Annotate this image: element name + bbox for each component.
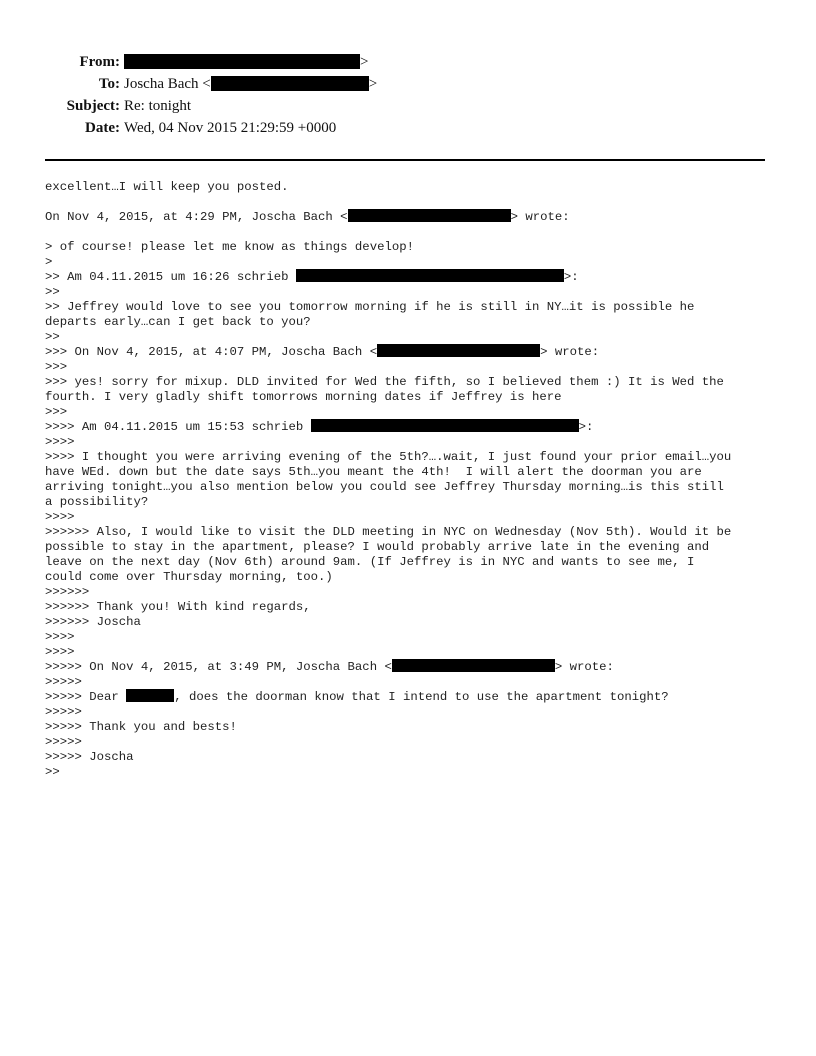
body-line: >>>>> [45, 705, 82, 719]
body-line-reply-header [45, 210, 775, 225]
from-value [124, 51, 368, 73]
body-line: have WEd. down but the date says 5th…you meant the 4th! I will alert the doorman you are [45, 465, 702, 479]
subject-label: Subject: [66, 98, 120, 114]
body-line: >> [45, 765, 60, 779]
to-row [0, 73, 816, 95]
quote-header-text: >>> On Nov 4, 2015, at 4:07 PM, Joscha Bach < [45, 345, 378, 359]
redacted-email [392, 659, 555, 672]
from-row [0, 51, 816, 73]
body-line: >>>>>> [45, 585, 90, 599]
redacted-to-address [211, 76, 369, 91]
body-line: possible to stay in the apartment, please? I would probably arrive late in the evening and [45, 540, 710, 554]
redacted-email [377, 344, 540, 357]
body-line: >>>>> Thank you and bests! [45, 720, 237, 734]
body-line: excellent…I will keep you posted. [45, 180, 289, 194]
to-value [124, 73, 377, 95]
reply-header-text: On Nov 4, 2015, at 4:29 PM, Joscha Bach < [45, 210, 348, 224]
body-line: >>>> [45, 435, 75, 449]
redacted-email [348, 209, 511, 222]
body-line: >>> [45, 405, 68, 419]
body-line: >>>> [45, 645, 75, 659]
date-value: Wed, 04 Nov 2015 21:29:59 +0000 [124, 120, 337, 136]
subject-row [0, 95, 816, 117]
date-row [0, 117, 816, 139]
body-line: > of course! please let me know as things develop! [45, 240, 414, 254]
quote-header-text: >> Am 04.11.2015 um 16:26 schrieb [45, 270, 296, 284]
email-body [45, 180, 775, 780]
to-suffix: > [368, 76, 378, 92]
body-line-greeting [45, 690, 775, 705]
body-line [45, 225, 775, 240]
body-line [45, 195, 775, 210]
date-label: Date: [85, 120, 120, 136]
redacted-name [126, 689, 174, 702]
redacted-sender [296, 269, 564, 282]
body-line: >>>> [45, 630, 75, 644]
quote-header-suffix: > wrote: [540, 345, 600, 359]
to-label: To: [98, 76, 120, 92]
body-line: >> [45, 330, 60, 344]
body-line: >>>>>> Also, I would like to visit the DLD meeting in NYC on Wednesday (Nov 5th). Would it be [45, 525, 732, 539]
quote-header-text: >>>> Am 04.11.2015 um 15:53 schrieb [45, 420, 311, 434]
body-line: > [45, 255, 53, 269]
quote-header-text: >>>>> On Nov 4, 2015, at 3:49 PM, Joscha Bach < [45, 660, 392, 674]
body-line: fourth. I very gladly shift tomorrows morning dates if Jeffrey is here [45, 390, 562, 404]
body-line: >>>>> [45, 735, 82, 749]
to-name: Joscha Bach < [124, 76, 211, 92]
body-line: >>>>>> Joscha [45, 615, 141, 629]
from-suffix: > [360, 54, 369, 70]
body-line: >>>>> Joscha [45, 750, 134, 764]
redacted-sender [311, 419, 579, 432]
from-label: From: [79, 54, 120, 70]
body-line: arriving tonight…you also mention below you could see Jeffrey Thursday morning…is this still [45, 480, 724, 494]
subject-value: Re: tonight [124, 98, 192, 114]
quote-header-suffix: > wrote: [554, 660, 614, 674]
body-line-quote-header [45, 270, 775, 285]
body-line: >>> yes! sorry for mixup. DLD invited for Wed the fifth, so I believed them :) It is Wed the [45, 375, 724, 389]
body-line: >> Jeffrey would love to see you tomorrow morning if he is still in NY…it is possible he [45, 300, 695, 314]
body-line: a possibility? [45, 495, 149, 509]
redacted-from-address [124, 54, 360, 69]
body-line: >>> [45, 360, 68, 374]
body-line-quote-header [45, 420, 775, 435]
greeting-text: >>>>> Dear [45, 690, 127, 704]
header-divider [45, 159, 765, 161]
quote-header-suffix: >: [563, 270, 579, 284]
greeting-rest: , does the doorman know that I intend to use the apartment tonight? [174, 690, 669, 704]
body-line: departs early…can I get back to you? [45, 315, 311, 329]
body-line-quote-header [45, 345, 775, 360]
body-line-quote-header [45, 660, 775, 675]
reply-header-suffix: > wrote: [510, 210, 570, 224]
body-line: leave on the next day (Nov 6th) around 9am. (If Jeffrey is in NYC and wants to see me, I [45, 555, 695, 569]
body-line: >>>>>> Thank you! With kind regards, [45, 600, 311, 614]
quote-header-suffix: >: [578, 420, 594, 434]
body-line: >>>> I thought you were arriving evening of the 5th?….wait, I just found your prior email…you [45, 450, 732, 464]
body-line: could come over Thursday morning, too.) [45, 570, 333, 584]
body-line: >> [45, 285, 60, 299]
body-line: >>>>> [45, 675, 82, 689]
body-line: >>>> [45, 510, 75, 524]
